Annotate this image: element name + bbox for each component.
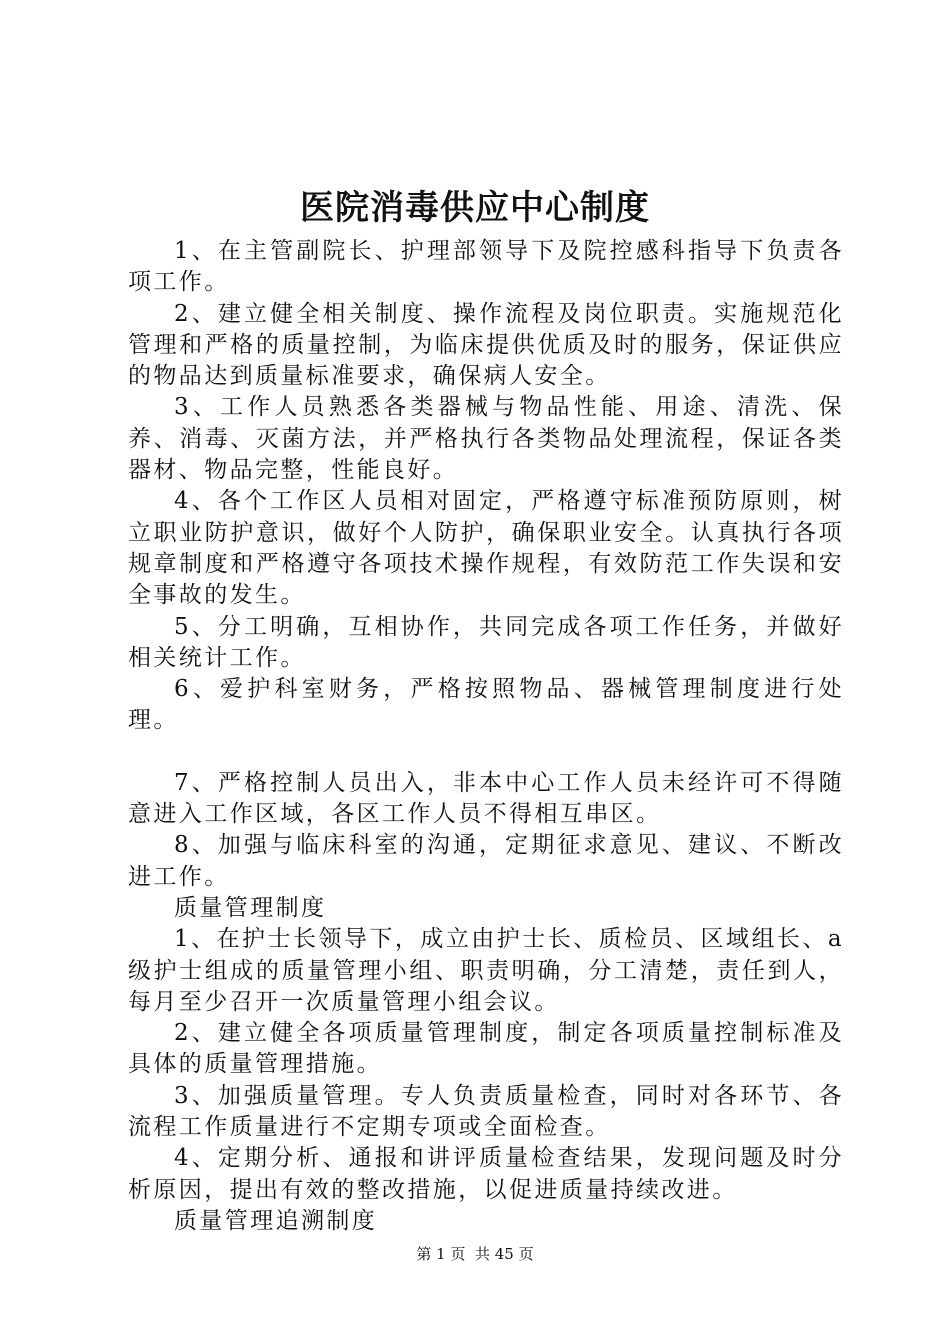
paragraph: 3、工作人员熟悉各类器械与物品性能、用途、清洗、保养、消毒、灭菌方法，并严格执行各类物品处理流程，保证各类器材、物品完整，性能良好。	[128, 394, 844, 484]
paragraph: 4、各个工作区人员相对固定，严格遵守标准预防原则，树立职业防护意识，做好个人防护，确保职业安全。认真执行各项规章制度和严格遵守各项技术操作规程，有效防范工作失误和安全事故的发生。	[128, 488, 844, 609]
paragraph: 4、定期分析、通报和讲评质量检查结果，发现问题及时分析原因，提出有效的整改措施，以促进质量持续改进。	[128, 1145, 844, 1203]
paragraph: 6、爱护科室财务，严格按照物品、器械管理制度进行处理。	[128, 676, 844, 734]
page-number-label: 第 1 页 共 45 页	[416, 1245, 534, 1263]
paragraph: 5、分工明确，互相协作，共同完成各项工作任务，并做好相关统计工作。	[128, 613, 844, 671]
page-footer	[0, 1244, 950, 1264]
document-body	[128, 236, 844, 1237]
paragraph: 2、建立健全相关制度、操作流程及岗位职责。实施规范化管理和严格的质量控制，为临床提供优质及时的服务，保证供应的物品达到质量标准要求，确保病人安全。	[128, 300, 844, 390]
paragraph: 1、在护士长领导下，成立由护士长、质检员、区域组长、a级护士组成的质量管理小组、职责明确，分工清楚，责任到人，每月至少召开一次质量管理小组会议。	[128, 926, 844, 1015]
paragraph: 3、加强质量管理。专人负责质量检查，同时对各环节、各流程工作质量进行不定期专项或全面检查。	[128, 1082, 844, 1141]
paragraph: 1、在主管副院长、护理部领导下及院控感科指导下负责各项工作。	[128, 238, 844, 296]
section-heading: 质量管理追溯制度	[174, 1207, 378, 1234]
paragraph: 2、建立健全各项质量管理制度，制定各项质量控制标准及具体的质量管理措施。	[128, 1020, 844, 1078]
section-heading: 质量管理制度	[174, 894, 327, 921]
document-title: 医院消毒供应中心制度	[300, 188, 650, 228]
paragraph: 7、严格控制人员出入，非本中心工作人员未经许可不得随意进入工作区域，各区工作人员不得相互串区。	[128, 769, 844, 828]
paragraph: 8、加强与临床科室的沟通，定期征求意见、建议、不断改进工作。	[128, 832, 844, 890]
